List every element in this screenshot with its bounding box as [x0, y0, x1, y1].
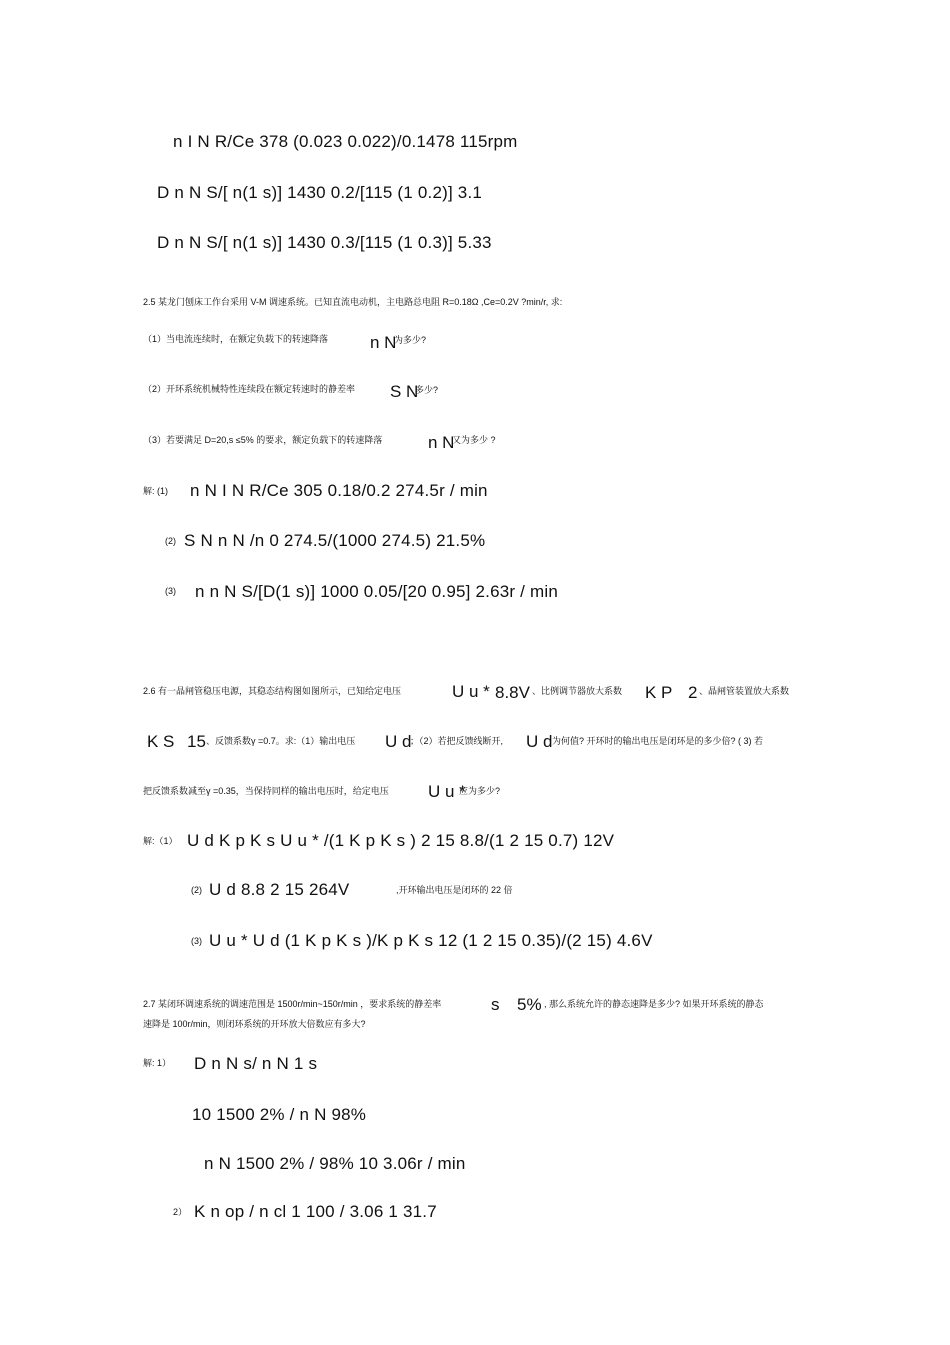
problem-2-7-value-s: 5%: [517, 995, 542, 1014]
problem-2-7-solution-3: n N 1500 2% / 98% 10 3.06r / min: [204, 1154, 466, 1173]
problem-2-6-stem-g: 把反馈系数减至γ =0.35，当保持同样的输出电压时，给定电压: [143, 786, 389, 796]
problem-2-7-stem-c: 速降是 100r/min，则闭环系统的开环放大倍数应有多大?: [143, 1019, 366, 1029]
problem-2-6-symbol-uu: U u *: [452, 682, 490, 701]
problem-2-6-stem-e: ；（2）若把反馈线断开,: [410, 736, 504, 746]
problem-2-6-solution-3-label: (3): [191, 936, 202, 946]
problem-2-5-q2-symbol: S N: [390, 382, 419, 401]
problem-2-6-value-uu: 8.8V: [495, 683, 530, 702]
problem-2-7-symbol-s: s: [491, 995, 500, 1014]
eq-top-2: D n N S/[ n(1 s)] 1430 0.2/[115 (1 0.2)] 3.1: [157, 183, 483, 202]
problem-2-6-stem-a: 2.6 有一晶闸管稳压电源，其稳态结构图如图所示，已知给定电压: [143, 686, 402, 696]
problem-2-6-solution-label: 解:（1）: [143, 836, 178, 846]
problem-2-5-solution-2: S N n N /n 0 274.5/(1000 274.5) 21.5%: [184, 531, 486, 550]
problem-2-5-q3-symbol: n N: [428, 433, 455, 452]
problem-2-6-stem-f: 为何值? 开环时的输出电压是闭环是的多少倍? ( 3) 若: [552, 736, 764, 746]
problem-2-6-solution-2-tail: ,开环输出电压是闭环的 22 倍: [396, 885, 513, 895]
problem-2-6-stem-c: 、晶闸管装置放大系数: [699, 686, 790, 696]
problem-2-6-symbol-ud-1: U d: [385, 732, 412, 751]
problem-2-5-solution-label: 解: (1): [143, 486, 169, 496]
problem-2-6-stem-h: 应为多少?: [459, 786, 501, 796]
problem-2-6-solution-1: U d K p K s U u * /(1 K p K s ) 2 15 8.8/(1 2 15 0.7) 12V: [187, 831, 615, 850]
problem-2-5-q2-tail: 多少?: [415, 385, 439, 395]
problem-2-6-value-ks: 15: [187, 732, 206, 751]
problem-2-5-q3-tail: 又为多少 ?: [452, 435, 496, 445]
problem-2-5-solution-1: n N I N R/Ce 305 0.18/0.2 274.5r / min: [190, 481, 488, 500]
problem-2-5-q1-tail: 为多少?: [394, 335, 427, 345]
problem-2-7-solution-4: K n op / n cl 1 100 / 3.06 1 31.7: [194, 1202, 437, 1221]
problem-2-7-solution-4-label: 2）: [173, 1207, 188, 1217]
problem-2-5-q1: （1）当电流连续时，在额定负载下的转速降落: [143, 334, 329, 344]
problem-2-5-q3: （3）若要满足 D=20,s ≤5% 的要求，额定负载下的转速降落: [143, 435, 383, 445]
problem-2-6-symbol-ud-2: U d: [526, 732, 553, 751]
problem-2-5-solution-3-label: (3): [165, 586, 176, 596]
problem-2-5-q2: （2）开环系统机械特性连续段在额定转速时的静差率: [143, 384, 356, 394]
problem-2-6-symbol-kp: K P: [645, 683, 673, 702]
problem-2-6-value-kp: 2: [688, 683, 698, 702]
problem-2-7-solution-label: 解: 1）: [143, 1058, 172, 1068]
problem-2-7-stem-b: , 那么系统允许的静态速降是多少? 如果开环系统的静态: [544, 999, 764, 1009]
eq-top-1: n I N R/Ce 378 (0.023 0.022)/0.1478 115rpm: [173, 132, 518, 151]
problem-2-6-stem-d: 、反馈系数γ =0.7。求:（1）输出电压: [206, 736, 356, 746]
problem-2-6-solution-2: U d 8.8 2 15 264V: [209, 880, 350, 899]
problem-2-7-stem-a: 2.7 某闭环调速系统的调速范围是 1500r/min~150r/min ，要求系统的静差率: [143, 999, 442, 1009]
problem-2-5-solution-2-label: (2): [165, 536, 176, 546]
problem-2-7-solution-2: 10 1500 2% / n N 98%: [192, 1105, 367, 1124]
problem-2-5-stem: 2.5 某龙门刨床工作台采用 V-M 调速系统。已知直流电动机，主电路总电阻 R=0.18Ω ,Ce=0.2V ?min/r, 求:: [143, 297, 563, 307]
problem-2-6-solution-3: U u * U d (1 K p K s )/K p K s 12 (1 2 15 0.35)/(2 15) 4.6V: [209, 931, 653, 950]
problem-2-6-symbol-uu-2: U u *: [428, 782, 466, 801]
problem-2-7-solution-1: D n N s/ n N 1 s: [194, 1054, 318, 1073]
problem-2-6-solution-2-label: (2): [191, 885, 202, 895]
problem-2-5-solution-3: n n N S/[D(1 s)] 1000 0.05/[20 0.95] 2.63r / min: [195, 582, 559, 601]
problem-2-5-q1-symbol: n N: [370, 333, 397, 352]
problem-2-6-stem-b: 、比例调节器放大系数: [532, 686, 623, 696]
problem-2-6-symbol-ks: K S: [147, 732, 175, 751]
eq-top-3: D n N S/[ n(1 s)] 1430 0.3/[115 (1 0.3)] 5.33: [157, 233, 492, 252]
